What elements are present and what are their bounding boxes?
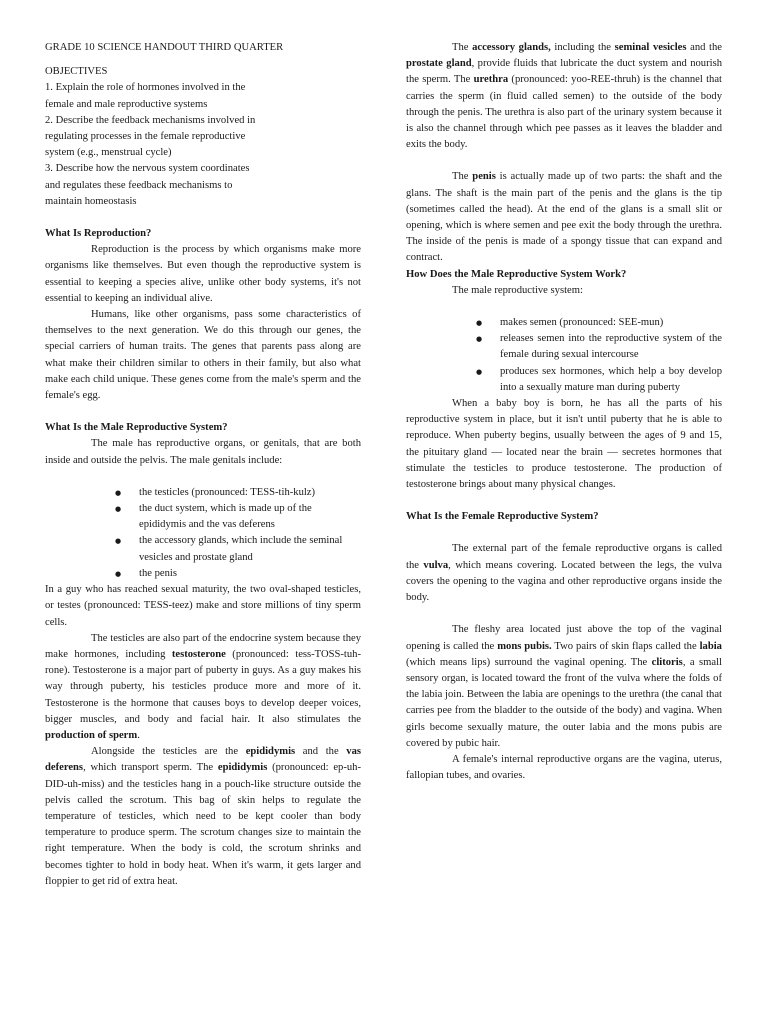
objective-item: 2. Describe the feedback mechanisms involved in regulating processes in the female reproductive system (e.g., menstrual cycle) bbox=[45, 114, 256, 159]
objective-item: 1. Explain the role of hormones involved in the female and male reproductive systems bbox=[45, 82, 246, 110]
spacer bbox=[45, 210, 361, 226]
paragraph: When a baby boy is born, he has all the parts of his reproductive system in place, but it isn't until puberty that he is able to reproduce. When puberty begins, usually between the ages of 9 and 15, the pituitary gland — located near the brain — secretes hormones that stimulate the testicles to produce testosterone. The production of testosterone brings about many physical changes. bbox=[406, 398, 722, 491]
paragraph: The male has reproductive organs, or genitals, that are both inside and outside the pelvis. The male genitals include: bbox=[45, 438, 361, 466]
spacer bbox=[45, 404, 361, 420]
section-heading-reproduction: What Is Reproduction? bbox=[45, 228, 152, 240]
spacer bbox=[406, 153, 722, 169]
list-item: ● the penis bbox=[45, 566, 361, 582]
section-heading-male-system: What Is the Male Reproductive System? bbox=[45, 422, 228, 434]
right-column bbox=[406, 40, 722, 784]
male-functions-list bbox=[406, 315, 722, 396]
list-item: ● the duct system, which is made up of the epididymis and the vas deferens bbox=[45, 501, 361, 533]
left-column bbox=[45, 40, 361, 890]
paragraph: The fleshy area located just above the top of the vaginal opening is called the mons pubis. Two pairs of skin flaps called the labia (which means lips) surround the vaginal opening. The clitoris, a small sensory organ, is located toward the front of the vulva where the folds of the labia join. Between the labia are openings to the urethra (the canal that carries pee from the bladder to the outside of the body) and vagina. When girls become sexually mature, the outer labia and the mons pubis are covered by pubic hair. bbox=[406, 624, 722, 749]
list-item: ● the testicles (pronounced: TESS-tih-kulz) bbox=[45, 485, 361, 501]
list-item: ● produces sex hormones, which help a boy develop into a sexually mature man during puberty bbox=[406, 364, 722, 396]
objective-item: 3. Describe how the nervous system coordinates and regulates these feedback mechanisms to maintain homeostasis bbox=[45, 163, 250, 207]
paragraph: The accessory glands, including the seminal vesicles and the prostate gland, provide fluids that lubricate the duct system and nourish the sperm. The urethra (pronounced: yoo-REE-thruh) is the channel that carries the sperm (in fluid called semen) to the outside of the body through the penis. The urethra is also part of the urinary system because it is also the channel through which pee passes as it leaves the bladder and exits the body. bbox=[406, 42, 723, 151]
paragraph: Humans, like other organisms, pass some characteristics of themselves to the next generation. We do this through our genes, the special carriers of human traits. The genes that parents pass along are what make their children similar to others in their family, but also what make each child unique. These genes come from the male's sperm and the female's egg. bbox=[45, 309, 361, 402]
spacer bbox=[406, 493, 722, 509]
paragraph: In a guy who has reached sexual maturity, the two oval-shaped testicles, or testes (pronounced: TESS-teez) make and store millions of tiny sperm cells. bbox=[45, 584, 361, 628]
list-item: ● releases semen into the reproductive system of the female during sexual intercourse bbox=[406, 331, 722, 363]
paragraph: Alongside the testicles are the epididymis and the vas deferens, which transport sperm. The epididymis (pronounced: ep-uh-DID-uh-miss) and the testicles hang in a pouch-like structure outside the pelvis called the scrotum. This bag of skin helps to regulate the temperature of testicles, which need to be kept cooler than body temperature to produce sperm. The scrotum changes size to maintain the right temperature. When the body is cold, the scrotum shrinks and becomes tighter to hold in body heat. When it's warm, it gets larger and floppier to get rid of extra heat. bbox=[45, 746, 362, 887]
document-title: GRADE 10 SCIENCE HANDOUT THIRD QUARTER bbox=[45, 42, 284, 53]
spacer bbox=[45, 469, 361, 485]
spacer bbox=[406, 525, 722, 541]
male-genitals-list bbox=[45, 485, 361, 582]
list-item: ● the accessory glands, which include the seminal vesicles and prostate gland bbox=[45, 533, 361, 565]
paragraph: A female's internal reproductive organs are the vagina, uterus, fallopian tubes, and ovaries. bbox=[406, 753, 722, 782]
paragraph: The penis is actually made up of two parts: the shaft and the glans. The shaft is the main part of the penis and the glans is the tip (sometimes called the head). At the end of the glans is a small slit or opening, which is where semen and pee exit the body through the urethra. The inside of the penis is made of a spongy tissue that can expand and contract. bbox=[406, 171, 722, 264]
section-heading-male-work: How Does the Male Reproductive System Work? bbox=[406, 268, 627, 280]
paragraph: The external part of the female reproductive organs is called the vulva, which means covering. Located between the legs, the vulva covers the opening to the vagina and other reproductive organs inside the body. bbox=[406, 543, 722, 604]
objectives-heading: OBJECTIVES bbox=[45, 66, 108, 78]
section-heading-female-system: What Is the Female Reproductive System? bbox=[406, 511, 599, 523]
paragraph: The male reproductive system: bbox=[452, 284, 583, 296]
right-flow bbox=[406, 40, 722, 784]
paragraph: The testicles are also part of the endocrine system because they make hormones, including testosterone (pronounced: tess-TOSS-tuh-rone). Testosterone is a major part of puberty in guys. As a guy makes his way through puberty, his testicles produce more and more of it. Testosterone is the hormone that causes boys to develop deeper voices, bigger muscles, and body and facial hair. It also stimulates the production of sperm. bbox=[45, 632, 361, 741]
paragraph: Reproduction is the process by which organisms make more organisms like themselves. But even though the reproductive system is essential to keeping a species alive, unlike other body systems, it's not essential to keeping an individual alive. bbox=[45, 244, 361, 304]
spacer bbox=[406, 606, 722, 622]
spacer bbox=[45, 56, 361, 64]
spacer bbox=[406, 299, 722, 315]
list-item: ● makes semen (pronounced: SEE-mun) bbox=[406, 315, 722, 331]
